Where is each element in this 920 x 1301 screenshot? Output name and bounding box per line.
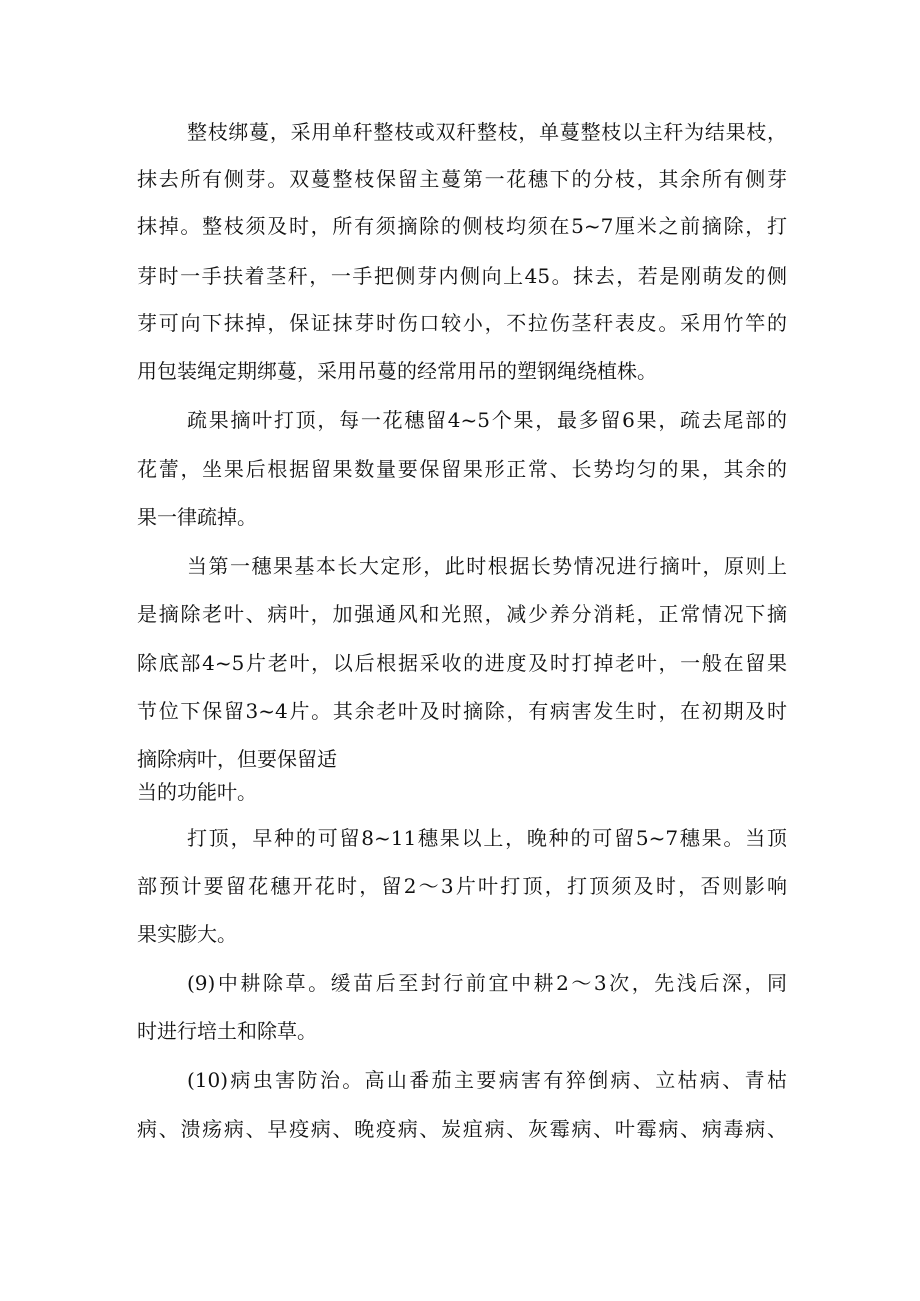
- paragraph-6-line-1: (10)病虫害防治。高山番茄主要病害有猝倒病、立枯病、青枯: [187, 1068, 787, 1092]
- paragraph-2-line-3: 果一律疏掉。: [137, 505, 257, 529]
- paragraph-4-line-1: 打顶，早种的可留8~11穗果以上，晚种的可留5~7穗果。当顶: [187, 826, 787, 850]
- paragraph-1-line-2: 抹去所有侧芽。双蔓整枝保留主蔓第一花穗下的分枝，其余所有侧芽: [137, 167, 787, 191]
- paragraph-5-line-1: (9)中耕除草。缓苗后至封行前宜中耕2～3次，先浅后深，同: [187, 971, 787, 995]
- paragraph-3-line-1: 当第一穗果基本长大定形，此时根据长势情况进行摘叶，原则上: [187, 554, 787, 578]
- paragraph-2-line-1: 疏果摘叶打顶，每一花穗留4~5个果，最多留6果，疏去尾部的: [187, 408, 787, 432]
- paragraph-1-line-1: 整枝绑蔓，采用单秆整枝或双秆整枝，单蔓整枝以主秆为结果枝，: [187, 120, 787, 144]
- paragraph-1-line-3: 抹掉。整枝须及时，所有须摘除的侧枝均须在5~7厘米之前摘除，打: [137, 214, 787, 238]
- paragraph-1-line-5: 芽可向下抹掉，保证抹芽时伤口较小，不拉伤茎秆表皮。采用竹竿的: [137, 311, 787, 335]
- paragraph-4-line-2: 部预计要留花穗开花时，留2～3片叶打顶，打顶须及时，否则影响: [137, 874, 787, 898]
- paragraph-2-line-2: 花蕾，坐果后根据留果数量要保留果形正常、长势均匀的果，其余的: [137, 457, 787, 481]
- paragraph-3-line-2: 是摘除老叶、病叶，加强通风和光照，减少养分消耗，正常情况下摘: [137, 602, 787, 626]
- paragraph-3-line-3: 除底部4~5片老叶，以后根据采收的进度及时打掉老叶，一般在留果: [137, 651, 787, 675]
- paragraph-5-line-2: 时进行培土和除草。: [137, 1019, 317, 1043]
- paragraph-3-line-4: 节位下保留3~4片。其余老叶及时摘除，有病害发生时，在初期及时: [137, 699, 787, 723]
- paragraph-3-line-5: 摘除病叶，但要保留适: [137, 747, 337, 771]
- paragraph-4-line-3: 果实膨大。: [137, 922, 237, 946]
- paragraph-6-line-2: 病、溃疡病、早疫病、晚疫病、炭疽病、灰霉病、叶霉病、病毒病、: [137, 1117, 787, 1141]
- paragraph-1-line-4: 芽时一手扶着茎秆，一手把侧芽内侧向上45。抹去，若是刚萌发的侧: [137, 264, 787, 288]
- paragraph-3-line-6: 当的功能叶。: [137, 780, 257, 804]
- paragraph-1-line-6: 用包装绳定期绑蔓，采用吊蔓的经常用吊的塑钢绳绕植株。: [137, 359, 657, 383]
